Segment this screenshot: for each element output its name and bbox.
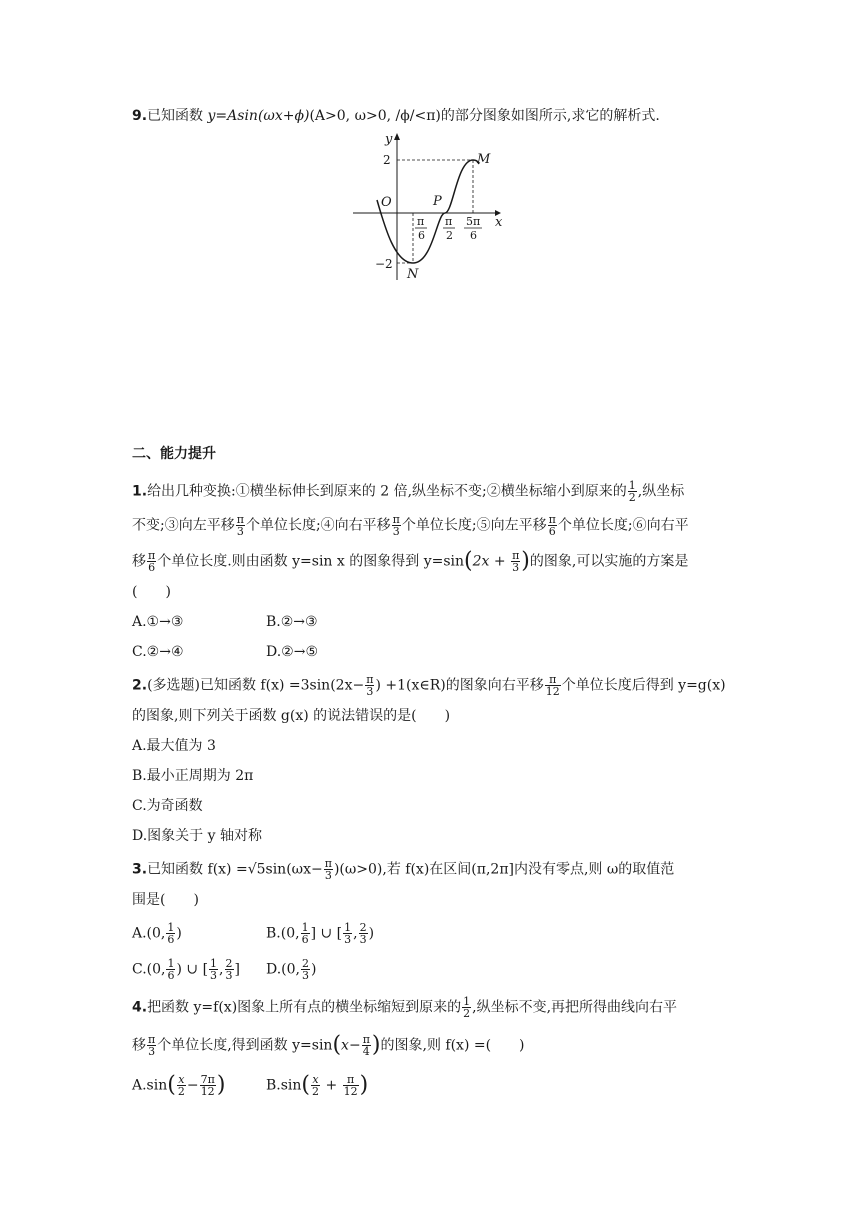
q1-text: 个单位长度.则由函数 y=sin x 的图象得到 y=sin	[157, 553, 465, 570]
q4-line2	[132, 1034, 525, 1057]
frac-num: π	[343, 1074, 359, 1086]
q4-number: 4.	[132, 999, 148, 1016]
paren-close: )	[216, 1072, 226, 1098]
q1-option-c: C.②→④	[132, 644, 184, 660]
opt-text: B.(0,	[266, 925, 300, 942]
fraction	[359, 922, 368, 945]
fraction	[324, 858, 333, 881]
frac-num: π	[148, 549, 156, 562]
fraction	[177, 1074, 186, 1097]
q1-text: 个单位长度;⑤向左平移	[401, 517, 547, 534]
frac-den: 6	[148, 561, 156, 574]
frac-num: 1	[167, 957, 175, 970]
paren-open: (	[301, 1072, 311, 1098]
paren-open: (	[332, 1032, 342, 1058]
q2-text: ) +1(x∈R)的图象向右平移	[375, 677, 544, 694]
frac-num: π	[236, 513, 244, 526]
q9-number: 9.	[132, 108, 148, 124]
frac-den: 2	[463, 1007, 471, 1020]
frac-den: 2	[312, 1085, 320, 1098]
q4-inner: x−	[341, 1037, 361, 1054]
q4-text: 个单位长度,得到函数 y=sin	[157, 1037, 333, 1054]
q3-text: 已知函数 f(x) =√5sin(ωx−	[147, 861, 323, 878]
paren-close: )	[521, 548, 530, 574]
frac-num: π	[545, 674, 561, 686]
fraction	[548, 514, 557, 537]
tick2-den: 2	[446, 229, 453, 242]
opt-text: −	[186, 1077, 199, 1094]
paren-open: (	[167, 1072, 176, 1098]
fraction	[343, 1074, 359, 1097]
q2-option-c: C.为奇函数	[132, 798, 203, 814]
q4-text: 的图象,则 f(x) =( )	[380, 1037, 525, 1054]
fraction	[166, 922, 175, 945]
q9-cond: (A>0, ω>0, /ϕ/<π)	[309, 108, 441, 124]
frac-num: π	[148, 1033, 156, 1046]
frac-den: 2	[628, 491, 636, 504]
frac-den: 3	[236, 525, 244, 538]
axis-x-label: x	[495, 215, 503, 230]
tick1-den: 6	[418, 229, 425, 242]
fraction	[301, 958, 310, 981]
frac-den: 12	[343, 1085, 358, 1098]
point-p-label: P	[433, 194, 442, 209]
fraction	[628, 480, 637, 503]
y-min-label: −2	[375, 257, 393, 271]
fraction	[147, 1034, 156, 1057]
paren-close: )	[371, 1032, 381, 1058]
q1-text: 给出几种变换:①横坐标伸长到原来的 2 倍,纵坐标不变;②横坐标缩小到原来的	[147, 483, 627, 500]
q1-text: 移	[132, 553, 146, 570]
fraction	[147, 550, 156, 573]
q1-text: ,纵坐标	[637, 483, 685, 500]
frac-den: 3	[148, 1045, 156, 1058]
q3-line2: 围是( )	[132, 892, 199, 908]
frac-num: 1	[167, 921, 175, 934]
frac-num: 1	[463, 995, 471, 1008]
fraction	[392, 514, 401, 537]
fraction	[301, 922, 310, 945]
frac-num: 1	[628, 479, 636, 492]
frac-den: 6	[548, 525, 556, 538]
opt-text: ,	[353, 925, 358, 942]
q4-option-b	[266, 1074, 368, 1097]
frac-num: 2	[359, 921, 367, 934]
q2-text: 个单位长度后得到 y=g(x)	[561, 677, 726, 694]
point-n-label: N	[407, 267, 419, 282]
q1-line2	[132, 514, 689, 537]
q1-line3	[132, 550, 688, 573]
fraction	[545, 674, 561, 697]
q4-text: 把函数 y=f(x)图象上所有点的横坐标缩短到原来的	[147, 999, 462, 1016]
frac-num: π	[548, 513, 556, 526]
opt-text: C.(0,	[132, 961, 166, 978]
fraction	[200, 1074, 216, 1097]
opt-text: )	[176, 925, 182, 942]
fraction	[511, 550, 520, 573]
q2-option-b: B.最小正周期为 2π	[132, 768, 254, 784]
tick2-num: π	[445, 215, 453, 228]
q9-text-b: 的部分图象如图所示,求它的解析式.	[440, 108, 660, 124]
tick1-num: π	[417, 215, 425, 228]
q1-option-b: B.②→③	[266, 614, 318, 630]
frac-den: 6	[167, 933, 175, 946]
fraction	[166, 958, 175, 981]
tick3-num: 5π	[466, 215, 481, 228]
opt-text: B.sin	[266, 1077, 302, 1094]
frac-num: π	[392, 513, 400, 526]
point-m-label: M	[477, 152, 491, 167]
q9-line	[132, 106, 660, 126]
frac-den: 3	[392, 525, 400, 538]
section-title: 二、能力提升	[132, 446, 216, 462]
y-axis-arrow	[394, 133, 400, 140]
frac-num: 2	[302, 957, 309, 970]
q3-line1	[132, 858, 674, 881]
q4-option-a	[132, 1074, 225, 1097]
frac-num: 7π	[200, 1073, 215, 1086]
fraction	[209, 958, 218, 981]
fraction	[362, 1034, 371, 1057]
q1-line1	[132, 480, 684, 503]
q3-option-b	[266, 922, 374, 945]
y-max-label: 2	[383, 153, 391, 167]
opt-text: ,	[219, 961, 224, 978]
q2-option-a: A.最大值为 3	[132, 738, 216, 754]
fraction	[236, 514, 245, 537]
frac-num: x	[312, 1073, 319, 1086]
frac-den: 6	[301, 933, 309, 946]
frac-num: π	[324, 857, 332, 870]
tick3-den: 6	[470, 229, 477, 242]
q4-text: 移	[132, 1037, 146, 1054]
opt-text: ]	[234, 961, 240, 978]
opt-text: A.(0,	[132, 925, 166, 942]
fraction	[462, 996, 471, 1019]
q1-option-a: A.①→③	[132, 614, 184, 630]
q3-option-c	[132, 958, 240, 981]
sine-graph	[345, 128, 515, 288]
frac-num: π	[366, 673, 374, 686]
fraction	[225, 958, 234, 981]
q4-line1	[132, 996, 677, 1019]
q1-blank: ( )	[132, 584, 171, 600]
q1-text: 的图象,可以实施的方案是	[529, 553, 689, 570]
q1-text: 个单位长度;④向右平移	[245, 517, 391, 534]
q2-number: 2.	[132, 677, 148, 694]
frac-den: 12	[545, 685, 560, 698]
q3-number: 3.	[132, 861, 148, 878]
q2-option-d: D.图象关于 y 轴对称	[132, 828, 262, 844]
frac-num: 2	[225, 957, 233, 970]
frac-den: 2	[177, 1085, 185, 1098]
frac-den: 3	[225, 969, 233, 982]
paren-open: (	[464, 548, 473, 574]
opt-text: A.sin	[132, 1077, 168, 1094]
frac-den: 3	[210, 969, 218, 982]
fraction	[365, 674, 374, 697]
frac-den: 12	[200, 1085, 215, 1098]
frac-num: π	[512, 549, 520, 562]
q3-option-d	[266, 958, 316, 981]
frac-den: 3	[359, 933, 367, 946]
opt-text: )	[311, 961, 317, 978]
axis-y-label: y	[385, 132, 393, 147]
fraction	[311, 1074, 320, 1097]
frac-num: 1	[301, 921, 309, 934]
q1-number: 1.	[132, 483, 148, 500]
frac-den: 4	[362, 1045, 370, 1058]
paren-close: )	[359, 1072, 369, 1098]
q9-text-a: 已知函数	[147, 108, 208, 124]
frac-den: 3	[344, 933, 352, 946]
frac-num: π	[362, 1033, 370, 1046]
origin-label: O	[381, 195, 392, 210]
q1-text: 个单位长度;⑥向右平	[557, 517, 689, 534]
sine-curve	[377, 160, 479, 263]
opt-text: )	[368, 925, 375, 942]
frac-den: 3	[302, 969, 309, 982]
opt-text: ) ∪ [	[176, 961, 209, 978]
q3-option-a	[132, 922, 182, 945]
frac-den: 3	[512, 561, 520, 574]
q2-line2: 的图象,则下列关于函数 g(x) 的说法错误的是( )	[132, 708, 451, 724]
q1-option-d: D.②→⑤	[266, 644, 319, 660]
q2-line1	[132, 674, 726, 697]
opt-text: ] ∪ [	[310, 925, 343, 942]
frac-num: 1	[344, 921, 352, 934]
frac-num: 1	[210, 957, 218, 970]
q1-text: 不变;③向左平移	[132, 517, 235, 534]
frac-den: 6	[167, 969, 175, 982]
frac-den: 3	[324, 869, 332, 882]
frac-num: x	[178, 1073, 185, 1086]
fraction	[343, 922, 352, 945]
q2-text: (多选题)已知函数 f(x) =3sin(2x−	[147, 677, 365, 694]
frac-den: 3	[366, 685, 374, 698]
opt-text: D.(0,	[266, 961, 300, 978]
q9-func: y=Asin(ωx+ϕ)	[207, 108, 310, 124]
opt-text: +	[321, 1077, 342, 1094]
q3-text: )(ω>0),若 f(x)在区间(π,2π]内没有零点,则 ω的取值范	[333, 861, 675, 878]
q4-text: ,纵坐标不变,再把所得曲线向右平	[472, 999, 678, 1016]
q1-inner: 2x +	[472, 553, 511, 570]
